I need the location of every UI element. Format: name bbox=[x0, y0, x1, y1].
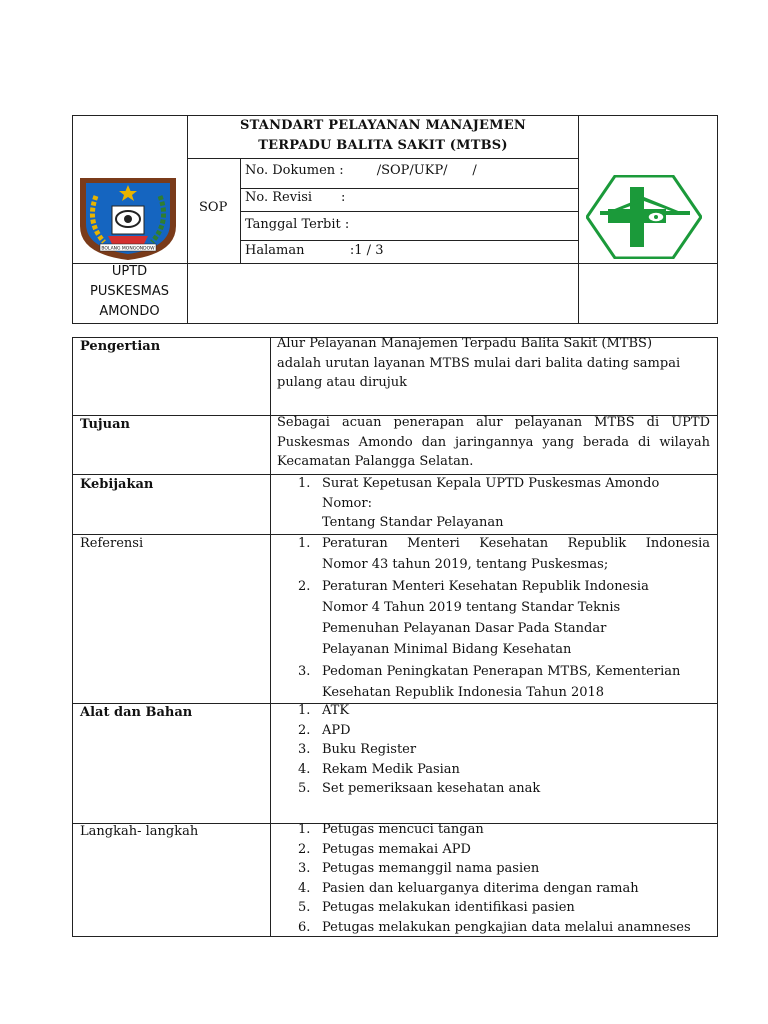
org-line-1: UPTD bbox=[111, 264, 148, 279]
tujuan-line: Sebagai acuan penerapan alur pelayanan MTBS di UPTD bbox=[277, 415, 710, 430]
list-text: Set pemeriksaan kesehatan anak bbox=[322, 781, 541, 796]
puskesmas-logo bbox=[586, 175, 702, 259]
page-title bbox=[188, 116, 578, 158]
list-item bbox=[298, 840, 713, 860]
list-line: Nomor 43 tahun 2019, tentang Puskesmas; bbox=[322, 557, 609, 572]
list-text: APD bbox=[322, 722, 351, 738]
pengertian-line: pulang atau dirujuk bbox=[277, 375, 408, 390]
referensi-list bbox=[298, 533, 710, 703]
list-item bbox=[298, 721, 713, 741]
list-line: Nomor: bbox=[322, 495, 372, 511]
list-item bbox=[298, 859, 713, 879]
pengertian-line: adalah urutan layanan MTBS mulai dari balita dating sampai bbox=[277, 355, 681, 371]
list-text: Pasien dan keluarganya diterima dengan ramah bbox=[322, 880, 639, 896]
list-text: Petugas memanggil nama pasien bbox=[322, 861, 540, 876]
list-number: 4. bbox=[298, 761, 311, 777]
alat-label: Alat dan Bahan bbox=[80, 705, 193, 720]
list-item bbox=[298, 779, 713, 799]
list-item bbox=[298, 740, 713, 760]
list-text: ATK bbox=[322, 703, 350, 718]
list-line: Peraturan Menteri Kesehatan Republik Indonesia bbox=[322, 536, 710, 551]
list-item bbox=[298, 760, 713, 780]
title-line-1: STANDART PELAYANAN MANAJEMEN bbox=[240, 118, 526, 133]
regency-logo bbox=[78, 174, 178, 262]
list-text: Petugas mencuci tangan bbox=[322, 822, 484, 837]
list-number: 3. bbox=[298, 664, 311, 679]
list-number: 1. bbox=[298, 476, 311, 491]
no-dokumen: No. Dokumen : /SOP/UKP/ / bbox=[245, 163, 477, 178]
list-line: Surat Kepetusan Kepala UPTD Puskesmas Amondo bbox=[322, 476, 660, 491]
list-number: 2. bbox=[298, 841, 311, 857]
list-line: Nomor 4 Tahun 2019 tentang Standar Teknis bbox=[322, 600, 621, 615]
list-line: Pelayanan Minimal Bidang Kesehatan bbox=[322, 642, 572, 657]
list-text: Petugas melakukan identifikasi pasien bbox=[322, 900, 575, 915]
kebijakan-label: Kebijakan bbox=[80, 477, 154, 492]
org-line-2: PUSKESMAS bbox=[90, 284, 169, 299]
tanggal-terbit: Tanggal Terbit : bbox=[245, 217, 350, 232]
list-number: 1. bbox=[298, 703, 311, 718]
list-text: Rekam Medik Pasian bbox=[322, 761, 460, 777]
list-number: 5. bbox=[298, 781, 311, 796]
pengertian-line: Alur Pelayanan Manajemen Terpadu Balita Sakit (MTBS) bbox=[277, 336, 653, 351]
list-number: 1. bbox=[298, 822, 311, 837]
list-number: 2. bbox=[298, 722, 311, 738]
list-line: Pedoman Peningkatan Penerapan MTBS, Kementerian bbox=[322, 664, 681, 679]
list-text: Buku Register bbox=[322, 742, 417, 757]
list-line: Kesehatan Republik Indonesia Tahun 2018 bbox=[322, 685, 605, 700]
list-number: 6. bbox=[298, 919, 311, 935]
list-number: 2. bbox=[298, 579, 311, 594]
tujuan-label: Tujuan bbox=[80, 417, 130, 432]
list-number: 3. bbox=[298, 861, 311, 876]
list-number: 1. bbox=[298, 536, 311, 551]
logo-banner-text: BOLANG MONGONDOW bbox=[101, 246, 155, 252]
tujuan-line: Puskesmas Amondo dan jaringannya yang berada di wilayah bbox=[277, 434, 710, 450]
list-text: Petugas melakukan pengkajian data melalui anamneses bbox=[322, 919, 691, 935]
list-item bbox=[298, 918, 713, 938]
list-item bbox=[298, 474, 713, 533]
alat-list bbox=[298, 701, 713, 799]
list-line: Peraturan Menteri Kesehatan Republik Indonesia bbox=[322, 579, 649, 594]
list-item bbox=[298, 576, 710, 660]
langkah-label: Langkah- langkah bbox=[80, 824, 199, 839]
list-item bbox=[298, 820, 713, 840]
title-line-2: TERPADU BALITA SAKIT (MTBS) bbox=[258, 138, 508, 153]
no-revisi: No. Revisi : bbox=[245, 190, 346, 205]
pengertian-text bbox=[277, 334, 713, 393]
list-item bbox=[298, 879, 713, 899]
kebijakan-list bbox=[298, 474, 713, 533]
list-item bbox=[298, 701, 713, 721]
org-name bbox=[72, 262, 187, 322]
list-number: 5. bbox=[298, 900, 311, 915]
list-number: 3. bbox=[298, 742, 311, 757]
list-line: Tentang Standar Pelayanan bbox=[322, 515, 504, 530]
pengertian-label: Pengertian bbox=[80, 339, 161, 354]
list-number: 4. bbox=[298, 880, 311, 896]
tujuan-line: Kecamatan Palangga Selatan. bbox=[277, 454, 474, 469]
list-item bbox=[298, 898, 713, 918]
list-item bbox=[298, 533, 710, 575]
list-item bbox=[298, 661, 710, 703]
referensi-label: Referensi bbox=[80, 536, 144, 551]
sop-label: SOP bbox=[199, 200, 228, 215]
list-text: Petugas memakai APD bbox=[322, 841, 471, 857]
halaman: Halaman :1 / 3 bbox=[245, 243, 384, 258]
org-line-3: AMONDO bbox=[99, 304, 160, 319]
langkah-list bbox=[298, 820, 713, 937]
tujuan-text bbox=[277, 413, 710, 472]
list-line: Pemenuhan Pelayanan Dasar Pada Standar bbox=[322, 621, 607, 636]
